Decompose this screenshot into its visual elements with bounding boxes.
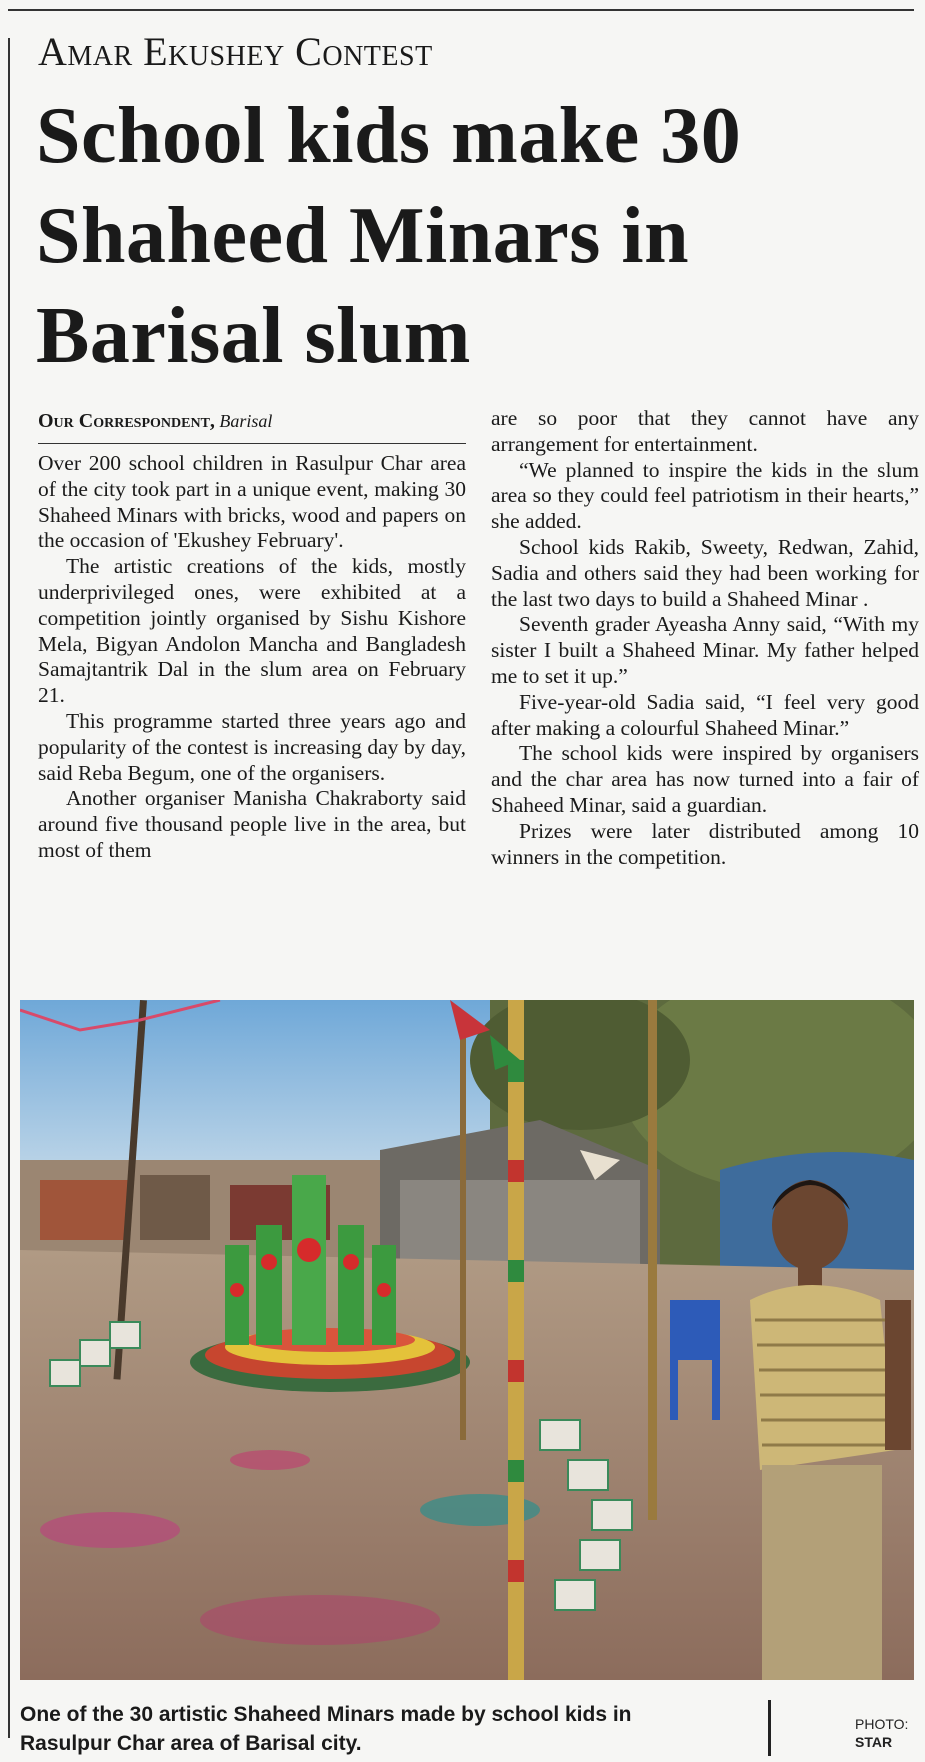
left-rule (8, 38, 10, 1738)
photo-credit (855, 1715, 908, 1751)
photo-credit-label: PHOTO: (855, 1716, 909, 1732)
article-column-1 (38, 451, 466, 864)
byline (38, 410, 466, 444)
paragraph: The school kids were inspired by organisers and the char area has now turned into a fair of Shaheed Minar, said a guardian. (491, 741, 919, 817)
paragraph: Another organiser Manisha Chakraborty said around five thousand people live in the area, but most of them (38, 786, 466, 862)
photo-caption: One of the 30 artistic Shaheed Minars made by school kids in Rasulpur Char area of Barisal city. (20, 1703, 632, 1755)
photo-credit-name: STAR (855, 1734, 893, 1750)
paragraph: Over 200 school children in Rasulpur Char area of the city took part in a unique event, making 30 Shaheed Minars with bricks, wood and papers on the occasion of 'Ekushey February'. (38, 451, 466, 553)
photo-illustration (20, 1000, 914, 1680)
paragraph: are so poor that they cannot have any arrangement for entertainment. (491, 406, 919, 456)
paragraph: School kids Rakib, Sweety, Redwan, Zahid, Sadia and others said they had been working for the last two days to build a Shaheed Minar . (491, 534, 919, 611)
top-rule (8, 9, 914, 11)
article-kicker: Amar Ekushey Contest (38, 29, 433, 74)
paragraph: Seventh grader Ayeasha Anny said, “With my sister I built a Shaheed Minar. My father helped me to set it up.” (491, 612, 919, 688)
byline-place: Barisal (219, 411, 273, 431)
byline-name: Our Correspondent, (38, 410, 215, 432)
article-column-2 (491, 406, 919, 870)
paragraph: This programme started three years ago and popularity of the contest is increasing day by day, said Reba Begum, one of the organisers. (38, 708, 466, 785)
caption-divider (768, 1700, 771, 1756)
paragraph: Prizes were later distributed among 10 winners in the competition. (491, 818, 919, 869)
article-headline: School kids make 30 Shaheed Minars in Barisal slum (36, 92, 742, 380)
paragraph: Five-year-old Sadia said, “I feel very good after making a colourful Shaheed Minar.” (491, 689, 919, 740)
paragraph: “We planned to inspire the kids in the slum area so they could feel patriotism in their hearts,” she added. (491, 457, 919, 534)
article-photo (20, 1000, 914, 1680)
paragraph: The artistic creations of the kids, mostly underprivileged ones, were exhibited at a competition jointly organised by Sishu Kishore Mela, Bigyan Andolon Mancha and Bangladesh Samajtantrik Dal in the slum area on February 21. (38, 554, 466, 708)
